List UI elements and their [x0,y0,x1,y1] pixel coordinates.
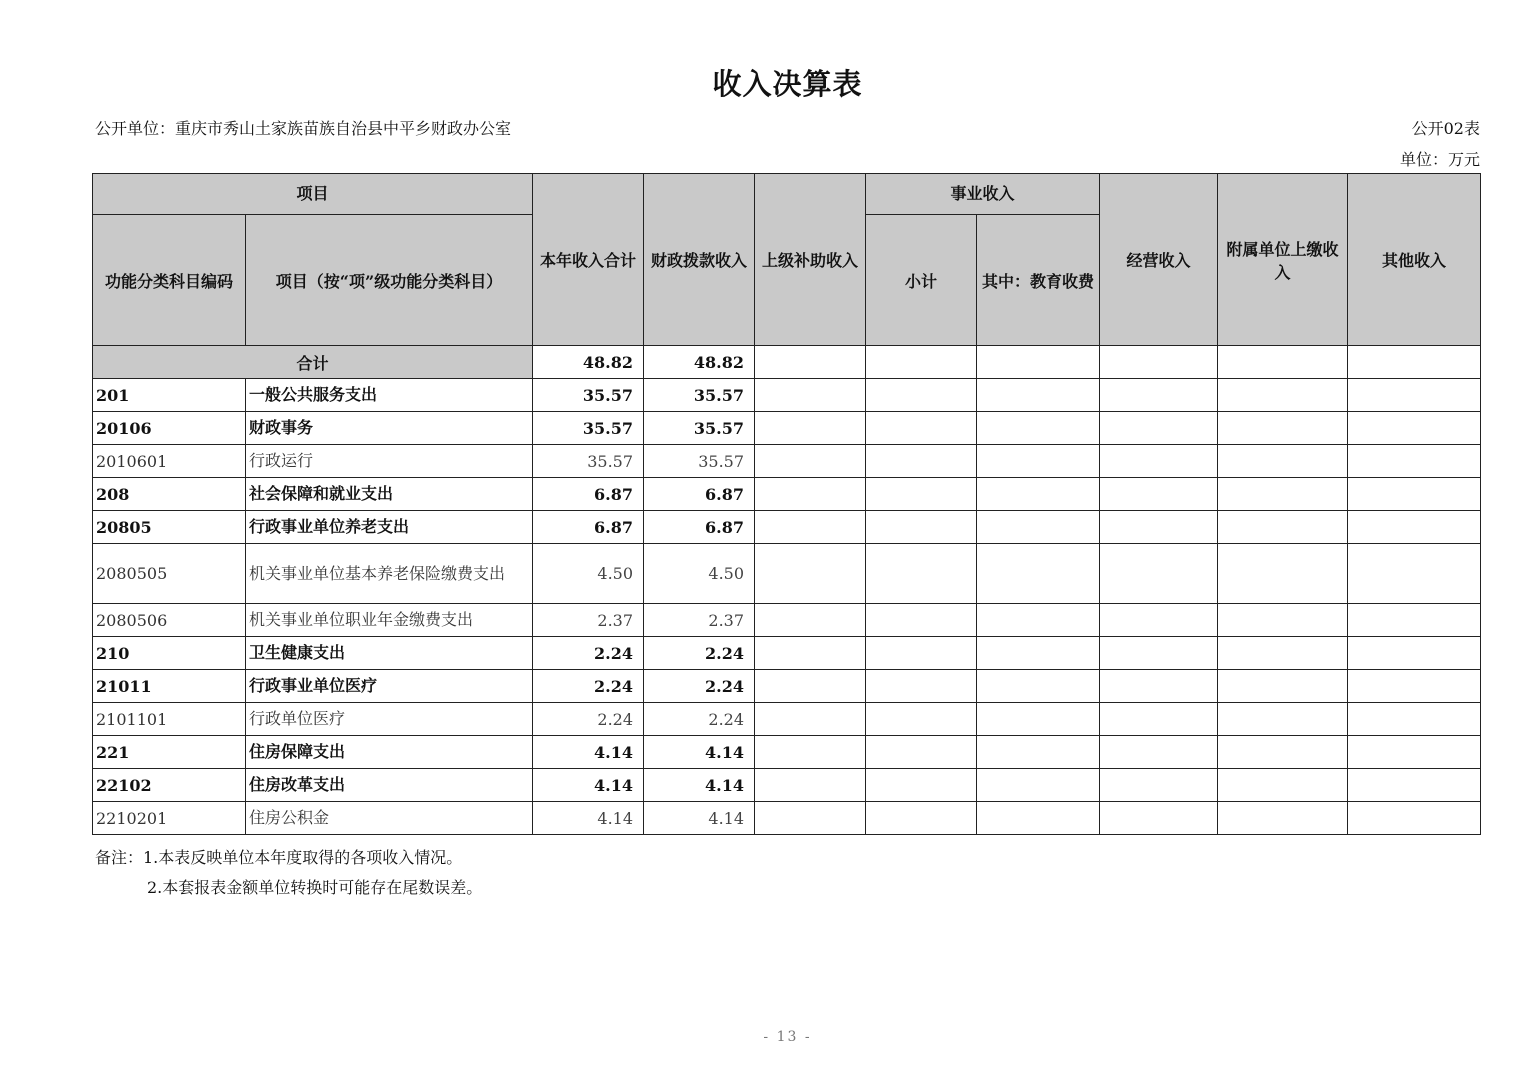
row-code: 2010601 [93,445,246,478]
empty-cell [1348,604,1481,637]
empty-cell [1218,445,1348,478]
row-total: 35.57 [533,445,644,478]
header-code: 功能分类科目编码 [93,215,246,346]
empty-cell [1100,445,1218,478]
row-fiscal: 4.50 [644,544,755,604]
org-label: 公开单位：重庆市秀山土家族苗族自治县中平乡财政办公室 [95,119,512,138]
empty-cell [866,670,977,703]
empty-cell [1218,670,1348,703]
empty-cell [1218,511,1348,544]
empty-cell [866,604,977,637]
row-name: 财政事务 [246,412,533,445]
empty-cell [755,379,866,412]
total-row [93,346,1481,379]
row-fiscal: 6.87 [644,511,755,544]
empty-cell [755,802,866,835]
row-fiscal: 35.57 [644,412,755,445]
empty-cell [1348,412,1481,445]
empty-cell [1218,379,1348,412]
header-item-group: 项目 [93,174,533,215]
row-code: 20805 [93,511,246,544]
row-fiscal: 35.57 [644,445,755,478]
row-total: 35.57 [533,379,644,412]
empty-cell [755,412,866,445]
row-total: 2.24 [533,637,644,670]
empty-cell [755,769,866,802]
empty-cell [1100,604,1218,637]
table-row [93,445,1481,478]
empty-cell [1100,769,1218,802]
row-fiscal: 4.14 [644,802,755,835]
header-subtotal: 小计 [866,215,977,346]
empty-cell [1348,670,1481,703]
row-name: 机关事业单位职业年金缴费支出 [246,604,533,637]
empty-cell [1218,703,1348,736]
table-row [93,412,1481,445]
table-row [93,511,1481,544]
row-name: 卫生健康支出 [246,637,533,670]
row-name: 住房改革支出 [246,769,533,802]
empty-cell [755,511,866,544]
note-line-1: 备注：1.本表反映单位本年度取得的各项收入情况。 [95,848,463,867]
table-row [93,478,1481,511]
empty-cell [866,703,977,736]
empty-cell [977,478,1100,511]
row-name: 一般公共服务支出 [246,379,533,412]
empty-cell [1218,802,1348,835]
row-fiscal: 2.24 [644,637,755,670]
empty-cell [977,604,1100,637]
empty-cell [755,703,866,736]
empty-cell [866,445,977,478]
empty-cell [755,604,866,637]
row-code: 208 [93,478,246,511]
row-name: 机关事业单位基本养老保险缴费支出 [246,544,533,604]
row-code: 2210201 [93,802,246,835]
empty-cell [977,511,1100,544]
row-code: 221 [93,736,246,769]
row-name: 行政事业单位养老支出 [246,511,533,544]
form-meta [1400,113,1480,175]
empty-cell [977,769,1100,802]
empty-cell [1218,637,1348,670]
table-row [93,544,1481,604]
empty-cell [866,637,977,670]
header-operating: 经营收入 [1100,174,1218,346]
row-fiscal: 4.14 [644,769,755,802]
row-total: 6.87 [533,478,644,511]
empty-cell [1100,412,1218,445]
empty-cell [1218,769,1348,802]
empty-cell [1348,511,1481,544]
empty-cell [866,478,977,511]
empty-cell [1218,478,1348,511]
row-code: 2080506 [93,604,246,637]
row-code: 22102 [93,769,246,802]
empty-cell [977,445,1100,478]
note-line-2: 2.本套报表金额单位转换时可能存在尾数误差。 [147,878,483,897]
row-code: 2101101 [93,703,246,736]
form-number: 公开02表 [1411,119,1480,138]
empty-cell [1348,544,1481,604]
empty-cell [977,544,1100,604]
row-total: 4.14 [533,736,644,769]
header-fiscal: 财政拨款收入 [644,174,755,346]
empty-cell [1100,478,1218,511]
empty-cell [1100,670,1218,703]
row-code: 210 [93,637,246,670]
row-fiscal: 2.24 [644,670,755,703]
row-code: 2080505 [93,544,246,604]
row-code: 20106 [93,412,246,445]
row-name: 住房公积金 [246,802,533,835]
empty-cell [1348,802,1481,835]
empty-cell [1100,736,1218,769]
header-business-group: 事业收入 [866,174,1100,215]
empty-cell [1218,412,1348,445]
table-row [93,379,1481,412]
row-name: 行政运行 [246,445,533,478]
empty-cell [866,511,977,544]
total-label: 合计 [93,346,533,379]
empty-cell [1348,736,1481,769]
row-total: 4.14 [533,802,644,835]
empty-cell [866,412,977,445]
table-row [93,604,1481,637]
table-row [93,670,1481,703]
row-fiscal: 4.14 [644,736,755,769]
notes [95,843,482,903]
row-total: 2.37 [533,604,644,637]
page-title: 收入决算表 [712,67,863,101]
empty-cell [755,736,866,769]
row-name: 住房保障支出 [246,736,533,769]
empty-cell [1100,802,1218,835]
row-total: 4.14 [533,769,644,802]
row-code: 21011 [93,670,246,703]
row-fiscal: 2.24 [644,703,755,736]
empty-cell [1348,478,1481,511]
page-number: - 13 - [763,1029,812,1045]
table-row [93,637,1481,670]
empty-cell [866,379,977,412]
table-row [93,703,1481,736]
empty-cell [755,637,866,670]
total-fiscal: 48.82 [644,346,755,379]
unit-label: 单位：万元 [1399,150,1480,169]
row-fiscal: 6.87 [644,478,755,511]
row-fiscal: 35.57 [644,379,755,412]
empty-cell [977,703,1100,736]
row-total: 6.87 [533,511,644,544]
header-affiliated: 附属单位上缴收入 [1218,174,1348,346]
empty-cell [977,670,1100,703]
table-row [93,769,1481,802]
row-name: 社会保障和就业支出 [246,478,533,511]
empty-cell [755,544,866,604]
header-name: 项目（按“项”级功能分类科目） [246,215,533,346]
empty-cell [1348,445,1481,478]
empty-cell [977,802,1100,835]
empty-cell [1100,637,1218,670]
table-row [93,802,1481,835]
header-superior: 上级补助收入 [755,174,866,346]
header-other: 其他收入 [1348,174,1481,346]
empty-cell [1348,637,1481,670]
empty-cell [1100,703,1218,736]
empty-cell [1100,379,1218,412]
empty-cell [866,736,977,769]
header-edu: 其中：教育收费 [977,215,1100,346]
row-fiscal: 2.37 [644,604,755,637]
row-code: 201 [93,379,246,412]
header-total: 本年收入合计 [533,174,644,346]
empty-cell [977,379,1100,412]
row-name: 行政事业单位医疗 [246,670,533,703]
empty-cell [755,478,866,511]
table-row [93,736,1481,769]
empty-cell [977,637,1100,670]
empty-cell [755,445,866,478]
empty-cell [1348,769,1481,802]
empty-cell [1348,379,1481,412]
empty-cell [1218,544,1348,604]
total-amount: 48.82 [533,346,644,379]
empty-cell [977,412,1100,445]
empty-cell [866,769,977,802]
empty-cell [977,736,1100,769]
row-total: 2.24 [533,703,644,736]
row-name: 行政单位医疗 [246,703,533,736]
row-total: 35.57 [533,412,644,445]
empty-cell [1100,544,1218,604]
empty-cell [755,670,866,703]
empty-cell [866,544,977,604]
empty-cell [1100,511,1218,544]
row-total: 4.50 [533,544,644,604]
empty-cell [1348,703,1481,736]
row-total: 2.24 [533,670,644,703]
empty-cell [1218,604,1348,637]
empty-cell [866,802,977,835]
income-table [92,173,1481,835]
empty-cell [1218,736,1348,769]
